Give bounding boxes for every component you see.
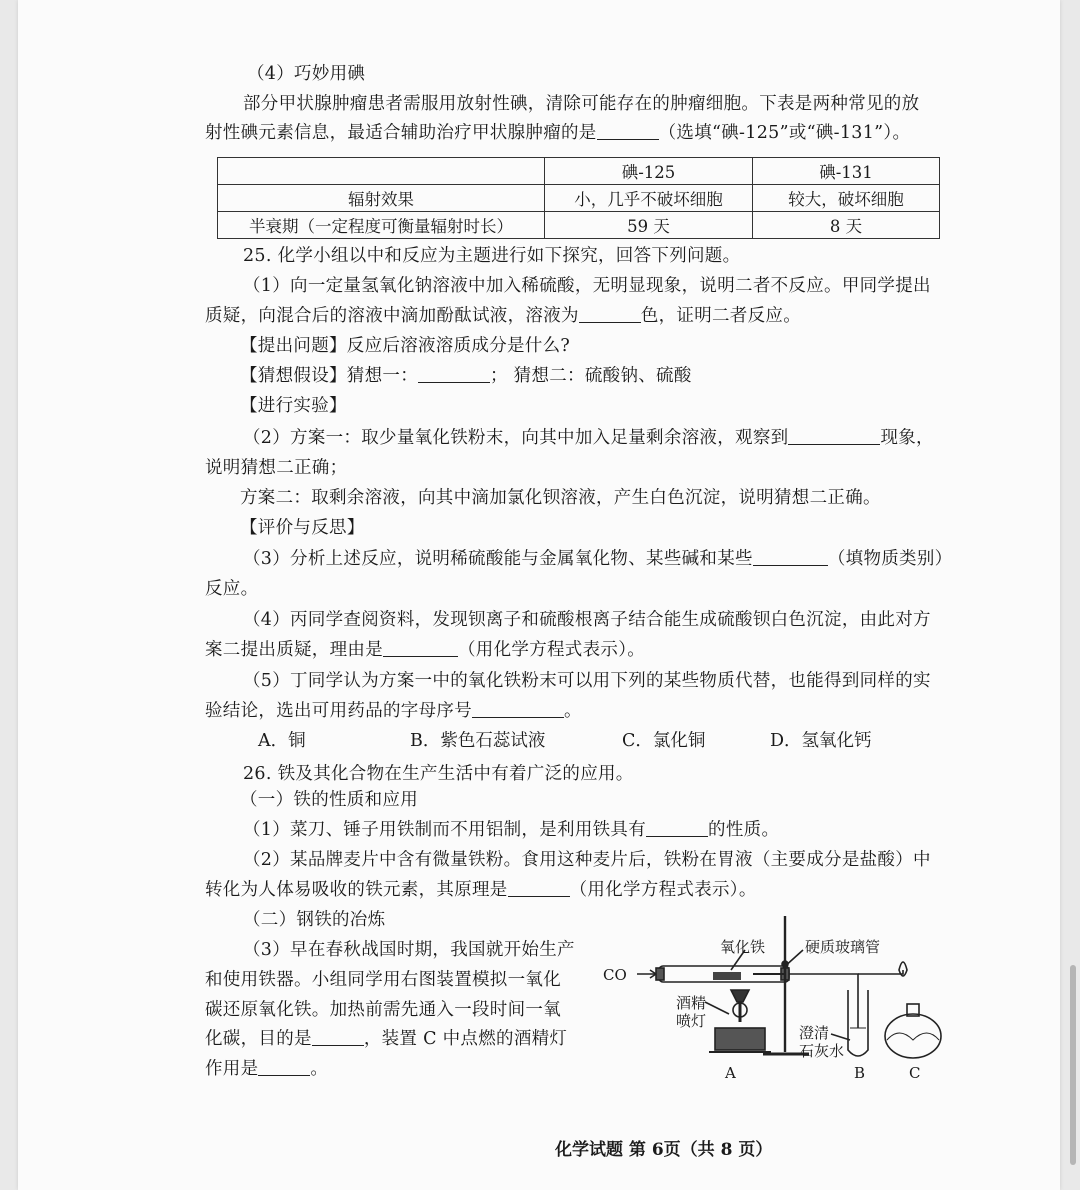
table-cell: 8 天 (753, 212, 940, 239)
text-segment: （选填“碘-125”或“碘-131”）。 (658, 123, 911, 143)
answer-blank[interactable] (472, 701, 564, 718)
exit-tube-to-c (858, 970, 903, 974)
iodine-table (217, 157, 940, 239)
q25-5-line1: （5）丁同学认为方案一中的氧化铁粉末可以用下列的某些物质代替，也能得到同样的实 (243, 671, 931, 691)
q25-5-line2 (205, 700, 582, 722)
text-segment: （用化学方程式表示）。 (569, 880, 757, 900)
q24-4-para-line2 (205, 122, 910, 144)
q25-option-a: A．铜 (258, 731, 306, 751)
table-cell: 碘-131 (753, 158, 940, 185)
apparatus-drawing (603, 910, 963, 1085)
q25-option-b: B．紫色石蕊试液 (410, 731, 546, 751)
glass-tube-label: 硬质玻璃管 (805, 938, 881, 956)
text-segment: 案二提出质疑，理由是 (205, 640, 383, 660)
table-cell: 半衰期（一定程度可衡量辐射时长） (218, 212, 545, 239)
q25-2-line3: 方案二：取剩余溶液，向其中滴加氯化钡溶液，产生白色沉淀，说明猜想二正确。 (240, 488, 881, 508)
answer-blank[interactable] (597, 123, 659, 140)
burner-leader (705, 1002, 729, 1014)
q25-4-line2 (205, 639, 645, 661)
q25-2-line2: 说明猜想二正确； (205, 458, 348, 478)
exam-page (18, 0, 1060, 1190)
clamp-screw (782, 961, 788, 967)
text-segment: 。 (310, 1059, 329, 1079)
text-segment: 【猜想假设】猜想一： (240, 366, 418, 386)
table-cell: 59 天 (545, 212, 753, 239)
limewater-leader (831, 1034, 850, 1040)
text-segment: （2）方案一：取少量氧化铁粉末，向其中加入足量剩余溶液，观察到 (243, 428, 789, 448)
text-segment: （填物质类别） (827, 549, 953, 569)
q25-hypothesis (240, 365, 692, 387)
table-cell: 较大，破坏细胞 (753, 185, 940, 212)
tube-stopper-left (656, 968, 664, 980)
label-c: C (909, 1064, 921, 1082)
text-segment: （用化学方程式表示）。 (458, 640, 646, 660)
text-segment: （1）菜刀、锤子用铁制而不用铝制，是利用铁具有 (243, 820, 647, 840)
text-segment: ，装置 C 中点燃的酒精灯 (363, 1029, 568, 1049)
q26-3-line5 (205, 1058, 328, 1080)
q25-option-c: C．氯化铜 (622, 731, 706, 751)
answer-blank[interactable] (646, 820, 708, 837)
burner-label-1: 酒精 (676, 994, 707, 1012)
burner-flame-head (731, 990, 749, 1002)
co-label: CO (603, 966, 627, 984)
text-segment: （3）分析上述反应，说明稀硫酸能与金属氧化物、某些碱和某些 (243, 549, 753, 569)
label-b: B (854, 1064, 866, 1082)
text-segment: 的性质。 (708, 820, 780, 840)
alcohol-lamp-c (885, 1014, 941, 1058)
text-segment: 。 (564, 701, 582, 721)
q26-3-line1: （3）早在春秋战国时期，我国就开始生产 (243, 940, 575, 960)
q26-3-line2: 和使用铁器。小组同学用右图装置模拟一氧化 (205, 970, 561, 990)
burner-base (715, 1028, 765, 1050)
answer-blank[interactable] (753, 549, 828, 566)
text-segment: 验结论，选出可用药品的字母序号 (205, 701, 472, 721)
q25-experiment: 【进行实验】 (240, 396, 347, 416)
table-cell (218, 158, 545, 185)
q25-1-line2 (205, 305, 801, 327)
q26-stem: 26. 铁及其化合物在生产生活中有着广泛的应用。 (243, 764, 634, 784)
text-segment: ； 猜想二：硫酸钠、硫酸 (490, 366, 692, 386)
table-cell: 小，几乎不破坏细胞 (545, 185, 753, 212)
text-segment: 质疑，向混合后的溶液中滴加酚酞试液，溶液为 (205, 306, 579, 326)
table-row (218, 158, 940, 185)
q25-reflect: 【评价与反思】 (240, 518, 365, 538)
q25-1-line1: （1）向一定量氢氧化钠溶液中加入稀硫酸，无明显现象，说明二者不反应。甲同学提出 (243, 276, 931, 296)
answer-blank[interactable] (579, 306, 641, 323)
answer-blank[interactable] (258, 1059, 310, 1076)
text-segment: 现象， (880, 428, 934, 448)
q25-2-line1 (243, 427, 934, 449)
q26-3-line3: 碳还原氧化铁。加热前需先通入一段时间一氧 (205, 1000, 561, 1020)
answer-blank[interactable] (788, 428, 880, 445)
iron-oxide-label: 氧化铁 (720, 938, 766, 956)
apparatus-diagram (603, 910, 963, 1085)
label-a: A (725, 1064, 736, 1082)
q26-section2: （二）钢铁的冶炼 (243, 910, 386, 930)
limewater-label-1: 澄清 (799, 1024, 830, 1042)
answer-blank[interactable] (383, 640, 458, 657)
answer-blank[interactable] (418, 366, 490, 383)
limewater-label-2: 石灰水 (799, 1042, 845, 1060)
answer-blank[interactable] (508, 880, 570, 897)
q24-4-heading: （4）巧妙用碘 (247, 64, 366, 84)
text-segment: 作用是 (205, 1059, 259, 1079)
q25-4-line1: （4）丙同学查阅资料，发现钡离子和硫酸根离子结合能生成硫酸钡白色沉淀，由此对方 (243, 610, 931, 630)
q26-1 (243, 819, 779, 841)
table-row (218, 212, 940, 239)
q26-2-line2 (205, 879, 757, 901)
q26-3-line4 (205, 1028, 567, 1050)
answer-blank[interactable] (312, 1029, 364, 1046)
scrollbar-thumb[interactable] (1070, 965, 1076, 1165)
burner-label-2: 喷灯 (676, 1012, 707, 1030)
text-segment: 化碳，目的是 (205, 1029, 312, 1049)
table-row (218, 185, 940, 212)
page-footer: 化学试题 第 6页（共 8 页） (555, 1140, 773, 1160)
q25-3-line2: 反应。 (205, 579, 259, 599)
q24-4-para-line1: 部分甲状腺肿瘤患者需服用放射性碘，清除可能存在的肿瘤细胞。下表是两种常见的放 (243, 94, 920, 114)
q26-2-line1: （2）某品牌麦片中含有微量铁粉。食用这种麦片后，铁粉在胃液（主要成分是盐酸）中 (243, 850, 931, 870)
table-cell: 辐射效果 (218, 185, 545, 212)
text-segment: 射性碘元素信息，最适合辅助治疗甲状腺肿瘤的是 (205, 123, 597, 143)
table-cell: 碘-125 (545, 158, 753, 185)
q26-section1: （一）铁的性质和应用 (240, 790, 418, 810)
text-segment: 转化为人体易吸收的铁元素，其原理是 (205, 880, 508, 900)
q25-option-d: D．氢氧化钙 (770, 731, 872, 751)
lamp-liquid-c (887, 1033, 939, 1040)
q25-3-line1 (243, 548, 952, 570)
text-segment: 色，证明二者反应。 (640, 306, 802, 326)
q25-stem: 25. 化学小组以中和反应为主题进行如下探究，回答下列问题。 (243, 246, 741, 266)
iron-oxide-powder (713, 972, 741, 980)
q25-question: 【提出问题】反应后溶液溶质成分是什么? (240, 336, 571, 356)
